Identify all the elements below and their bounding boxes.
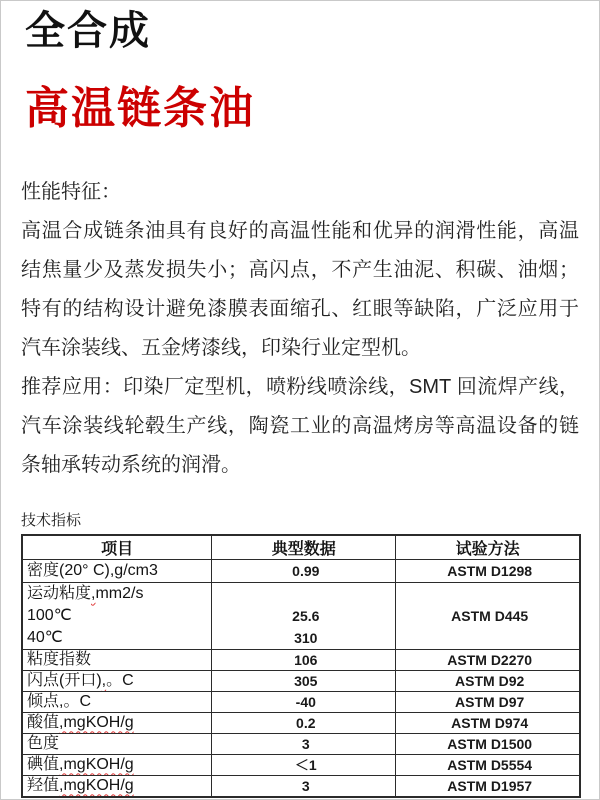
typical-value-cell: 0.2 xyxy=(212,713,396,734)
table-header-row xyxy=(22,535,580,560)
test-method-cell: ASTM D1500 xyxy=(396,734,580,755)
product-title: 高温链条油 xyxy=(25,84,255,133)
item-cell: 粘度指数 xyxy=(22,650,212,671)
spec-table-body xyxy=(22,560,580,798)
table-row xyxy=(22,734,580,755)
table-row xyxy=(22,755,580,776)
typical-value-cell: 0.99 xyxy=(212,560,396,583)
test-method-cell: ASTM D2270 xyxy=(396,650,580,671)
typical-value-cell: 305 xyxy=(212,671,396,692)
table-row xyxy=(22,692,580,713)
typical-value-cell: -40 xyxy=(212,692,396,713)
page-container xyxy=(1,9,599,798)
features-heading: 性能特征： xyxy=(21,181,121,204)
table-header-item: 项目 xyxy=(22,535,212,560)
table-header-typical-data: 典型数据 xyxy=(212,535,396,560)
typical-value-cell: 3 xyxy=(212,776,396,798)
features-paragraph: 高温合成链条油具有良好的高温性能和优异的润滑性能，高温结焦量少及蒸发损失小；高闪点，不产生油泥、积碳、油烟；特有的结构设计避免漆膜表面缩孔、红眼等缺陷，广泛应用于汽车涂装线、五金烤漆线，印染行业定型机。 xyxy=(21,220,579,360)
typical-value-cell: 106 xyxy=(212,650,396,671)
table-row xyxy=(22,583,580,650)
typical-value-cell: ＜1 xyxy=(212,755,396,776)
table-row xyxy=(22,650,580,671)
test-method-cell: ASTM D97 xyxy=(396,692,580,713)
test-method-cell: ASTM D5554 xyxy=(396,755,580,776)
item-cell: 酸值,mgKOH/g xyxy=(22,713,212,734)
table-row xyxy=(22,671,580,692)
item-cell: 碘值,mgKOH/g xyxy=(22,755,212,776)
item-cell: 倾点,。C xyxy=(22,692,212,713)
item-cell: 色度 xyxy=(22,734,212,755)
test-method-cell: ASTM D445 xyxy=(396,583,580,650)
item-cell: 羟值,mgKOH/g xyxy=(22,776,212,798)
table-row xyxy=(22,776,580,798)
table-header-test-method: 试验方法 xyxy=(396,535,580,560)
test-method-cell: ASTM D1957 xyxy=(396,776,580,798)
series-title: 全合成 xyxy=(25,9,151,53)
typical-value-cell: 25.6 310 xyxy=(212,583,396,650)
typical-value-cell: 3 xyxy=(212,734,396,755)
table-row xyxy=(22,560,580,583)
item-cell: 运动粘度,mm2/s 100℃ 40℃ xyxy=(22,583,212,650)
applications-paragraph: 推荐应用：印染厂定型机，喷粉线喷涂线，SMT 回流焊产线，汽车涂装线轮毂生产线，陶瓷工业的高温烤房等高温设备的链条轴承转动系统的润滑。 xyxy=(21,376,579,477)
item-cell: 闪点(开口),。C xyxy=(22,671,212,692)
spec-table xyxy=(21,534,581,798)
test-method-cell: ASTM D1298 xyxy=(396,560,580,583)
item-cell: 密度(20° C),g/cm3 xyxy=(22,560,212,583)
test-method-cell: ASTM D974 xyxy=(396,713,580,734)
test-method-cell: ASTM D92 xyxy=(396,671,580,692)
spec-table-heading: 技术指标 xyxy=(21,512,82,530)
table-row xyxy=(22,713,580,734)
